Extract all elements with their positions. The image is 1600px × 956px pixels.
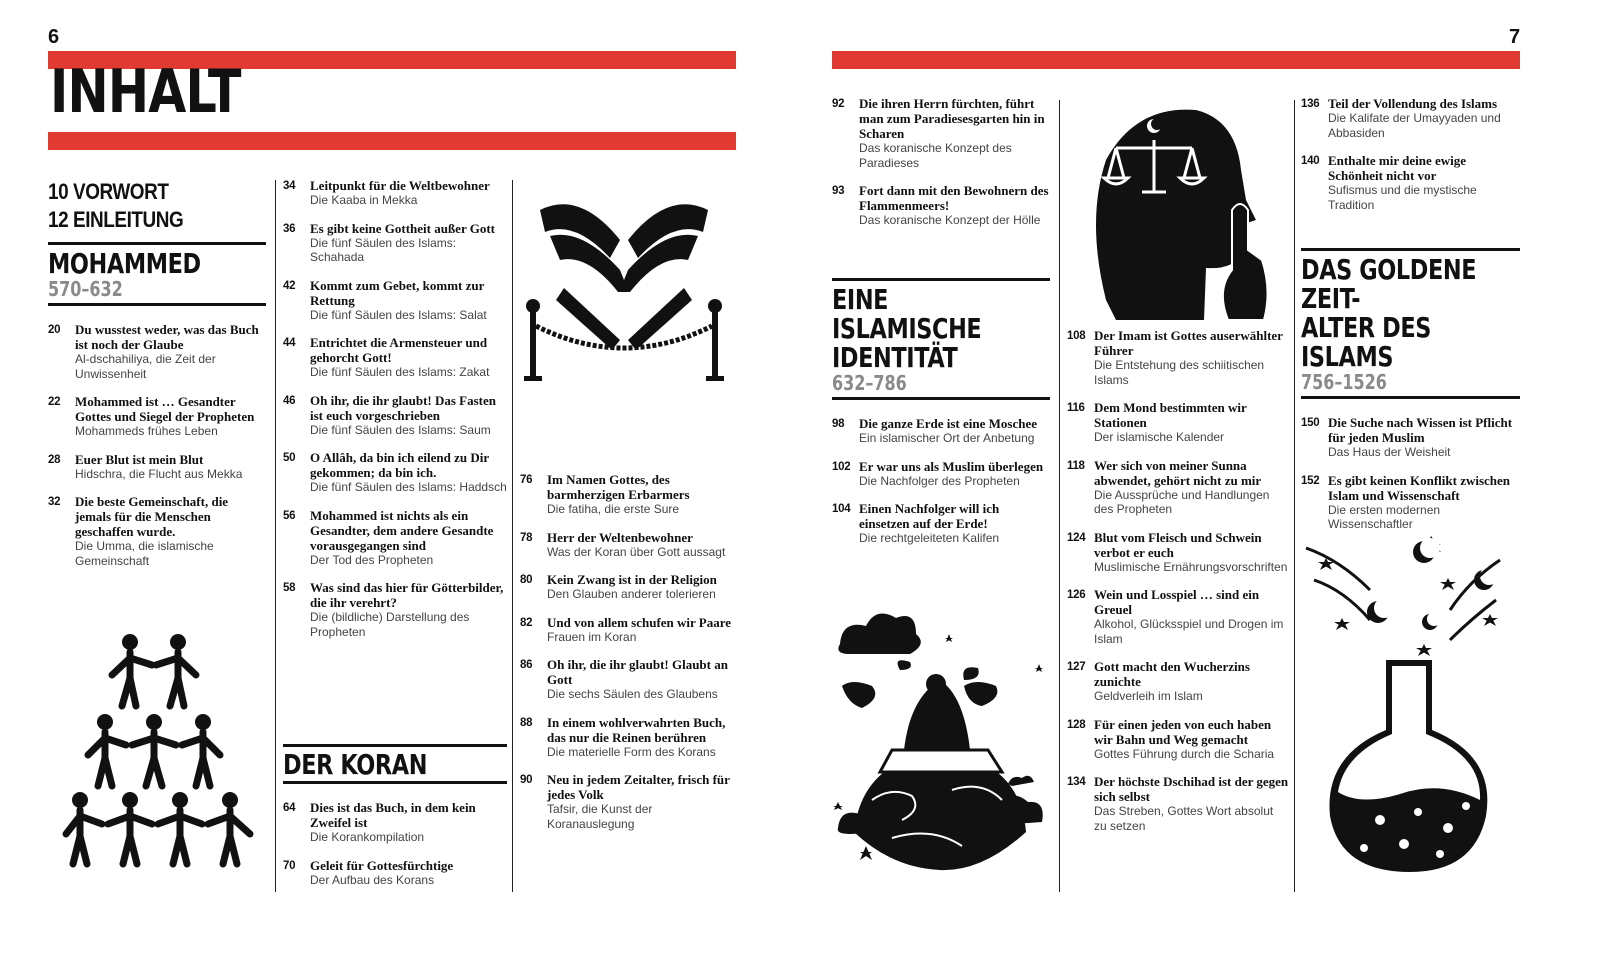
toc-entry-subtitle: Die ersten modernen Wissenschaftler [1328,502,1441,531]
toc-entry-text [310,508,507,568]
toc-list [832,96,1050,228]
toc-entry-title: In einem wohlverwahrten Buch, das nur die Reinen berühren [547,714,726,745]
toc-entry-text [310,278,507,323]
toc-list [832,416,1050,546]
toc-entry[interactable] [832,501,1050,546]
toc-page-number: 70 [283,859,296,872]
toc-entry-subtitle: Die sechs Säulen des Glaubens [547,687,718,701]
toc-entry-text [75,494,266,568]
toc-list [520,472,732,831]
toc-entry-title: Einen Nachfolger will ich einsetzen auf der Erde! [859,501,1000,531]
toc-entry-title: Neu in jedem Zeitalter, frisch für jedes Volk [547,772,730,802]
toc-entry-title: Euer Blut ist mein Blut [75,451,204,467]
toc-entry-text [75,452,266,482]
toc-entry-subtitle: Sufismus und die mystische Tradition [1328,183,1477,212]
toc-entry-text [547,657,732,702]
toc-entry-text [547,772,732,831]
toc-entry-title: Dem Mond bestimmten wir Stationen [1094,400,1247,430]
column-4 [832,96,1050,241]
toc-entry-title: Die ganze Erde ist eine Moschee [859,416,1037,431]
section-heading: DER KORAN [283,748,428,781]
toc-entry[interactable] [1067,400,1289,445]
toc-list [1067,328,1289,833]
toc-entry-title: Enthalte mir deine ewige Schönheit nicht vor [1328,153,1467,183]
page-title: INHALT [50,57,241,127]
page-number-right: 7 [1509,26,1521,48]
toc-entry[interactable] [1301,415,1520,460]
toc-entry-title: Leitpunkt für die Weltbewohner [310,178,490,193]
toc-entry-title: Entrichtet die Armensteuer und gehorcht Gott! [310,335,488,365]
toc-entry-text [1328,96,1520,140]
toc-entry-subtitle: Das Streben, Gottes Wort absolut zu setzen [1094,804,1274,833]
column-5 [1067,328,1289,846]
toc-entry-text [1094,659,1289,704]
toc-entry-text [1094,458,1289,517]
toc-page-number: 118 [1067,459,1085,472]
toc-list [1301,415,1520,532]
toc-page-number: 80 [520,574,533,586]
toc-entry-title: Wein und Losspiel … sind ein Greuel [1094,587,1260,617]
toc-page-number: 116 [1067,402,1085,414]
toc-entry[interactable] [48,452,266,482]
toc-entry-subtitle: Das koranische Konzept der Hölle [859,213,1041,227]
toc-entry[interactable] [832,416,1050,446]
toc-entry-subtitle: Die fünf Säulen des Islams: Schahada [310,235,457,264]
toc-entry-subtitle: Die Entstehung des schiitischen Islams [1094,358,1265,387]
red-bar-top-right [832,51,1520,69]
toc-entry-text [75,394,266,439]
section-identitaet [832,278,1050,400]
divider-3 [1059,100,1060,892]
toc-entry[interactable] [1301,473,1520,532]
column-2 [283,178,507,652]
toc-entry-text [1094,587,1289,646]
toc-entry-text [859,183,1050,228]
toc-page-number: 134 [1067,776,1086,788]
column-6-goldene [1301,248,1520,545]
toc-page-number: 92 [832,98,845,110]
toc-entry-subtitle: Al-dschahiliya, die Zeit der Unwissenheit [75,352,216,381]
toc-entry-subtitle: Das koranische Konzept des Paradieses [859,141,1012,170]
toc-entry-text [547,715,732,760]
toc-entry-subtitle: Die fünf Säulen des Islams: Saum [310,422,491,437]
section-years: 756–1526 [1301,370,1387,394]
toc-entry-text [1328,415,1520,460]
toc-entry[interactable] [832,96,1050,170]
toc-entry[interactable] [283,278,507,323]
head-scales-illustration [1086,100,1276,332]
toc-entry-subtitle: Frauen im Koran [547,629,637,644]
toc-entry-text [1094,328,1289,387]
toc-entry-text [310,858,507,888]
toc-entry-text [1094,400,1289,445]
toc-page-number: 140 [1301,155,1320,167]
section-heading: EINE ISLAMISCHE IDENTITÄT [832,283,982,374]
toc-entry[interactable] [1301,153,1520,212]
toc-entry-subtitle: Die materielle Form des Korans [547,744,716,759]
toc-entry-title: Was sind das hier für Götterbilder, die ihr verehrt? [310,580,504,610]
toc-entry[interactable] [520,715,732,760]
toc-entry-title: Blut vom Fleisch und Schwein verbot er euch [1094,529,1262,560]
divider-4 [1294,100,1295,892]
toc-entry-subtitle: Geldverleih im Islam [1094,689,1203,703]
toc-entry[interactable] [1067,587,1289,646]
toc-entry-subtitle: Muslimische Ernährungsvorschriften [1094,559,1288,574]
section-years: 570–632 [48,277,123,301]
toc-entry-title: Kein Zwang ist in der Religion [547,572,717,587]
toc-entry-subtitle: Hidschra, die Flucht aus Mekka [75,466,243,481]
toc-entry[interactable] [1067,328,1289,387]
toc-entry-text [1328,153,1520,212]
toc-entry-title: Die Suche nach Wissen ist Pflicht für jeden Muslim [1328,415,1513,445]
earth-prayer-illustration [832,600,1050,872]
toc-page-number: 34 [283,180,296,192]
toc-entry[interactable] [283,178,507,208]
toc-entry-title: Herr der Weltenbewohner [547,529,693,545]
toc-entry-title: Für einen jeden von euch haben wir Bahn und Weg gemacht [1094,716,1272,747]
toc-entry[interactable] [1067,717,1289,762]
toc-einleitung[interactable]: 12 EINLEITUNG [48,207,184,232]
toc-page-number: 150 [1301,417,1320,429]
section-goldene [1301,248,1520,399]
toc-entry[interactable] [520,572,732,602]
toc-entry-text [859,459,1050,489]
toc-entry-text [859,96,1050,170]
toc-entry-title: Geleit für Gottesfürchtige [310,857,454,873]
toc-page-number: 136 [1301,98,1320,110]
toc-entry-subtitle: Gottes Führung durch die Scharia [1094,746,1275,761]
toc-entry-text [310,178,507,208]
toc-page-number: 76 [520,474,533,486]
column-1 [48,178,266,581]
flask-stars-illustration [1300,530,1515,875]
toc-entry-subtitle: Die Kalifate der Umayyaden und Abbasiden [1328,111,1501,140]
toc-entry-text [310,450,507,495]
toc-entry[interactable] [520,530,732,560]
toc-page-number: 20 [48,324,61,336]
toc-entry-title: Kommt zum Gebet, kommt zur Rettung [310,277,485,308]
toc-entry-text [310,221,507,265]
toc-entry-title: Die ihren Herrn fürchten, führt man zum Paradiesesgarten hin in Scharen [859,96,1045,141]
page-number-left: 6 [48,26,60,48]
toc-page-number: 126 [1067,589,1086,601]
toc-entry[interactable] [283,508,507,568]
toc-page-number: 44 [283,337,296,349]
toc-entry-subtitle: Die fünf Säulen des Islams: Zakat [310,365,490,379]
toc-list [283,800,507,887]
toc-entry-title: Er war uns als Muslim überlegen [859,458,1044,474]
human-pyramid-illustration [60,630,260,870]
toc-entry-subtitle: Die fünf Säulen des Islams: Haddsch [310,480,507,494]
toc-entry[interactable] [520,615,732,645]
toc-page-number: 104 [832,503,851,515]
toc-page-number: 56 [283,509,296,522]
toc-entry[interactable] [283,221,507,265]
toc-page-number: 93 [832,185,845,197]
toc-page-number: 98 [832,418,845,430]
toc-entry-title: Oh ihr, die ihr glaubt! Glaubt an Gott [547,657,728,687]
figure-icon [112,634,152,706]
toc-entry-title: Oh ihr, die ihr glaubt! Das Fasten ist euch vorgeschrieben [310,392,497,423]
toc-page-number: 36 [283,222,296,235]
toc-entry[interactable] [283,450,507,495]
toc-entry[interactable] [520,772,732,831]
toc-entry[interactable] [48,394,266,439]
toc-entry-text [547,615,732,645]
toc-page-number: 50 [283,452,296,464]
toc-entry-subtitle: Mohammeds frühes Leben [75,424,218,438]
toc-list [283,178,507,639]
toc-entry-subtitle: Der islamische Kalender [1094,430,1225,444]
toc-entry-subtitle: Ein islamischer Ort der Anbetung [859,431,1035,445]
toc-entry[interactable] [283,393,507,438]
toc-page-number: 124 [1067,531,1086,544]
toc-entry[interactable] [832,459,1050,489]
toc-entry-subtitle: Die rechtgeleiteten Kalifen [859,531,1000,545]
toc-entry-subtitle: Der Aufbau des Korans [310,872,435,887]
toc-page-number: 42 [283,279,296,292]
red-bar-under-title [48,132,736,150]
toc-entry[interactable] [283,580,507,639]
toc-entry-text [547,472,732,517]
toc-entry[interactable] [283,335,507,380]
toc-page-number: 64 [283,802,296,814]
section-heading: DAS GOLDENE ZEIT- ALTER DES ISLAMS [1301,253,1477,373]
toc-entry-subtitle: Die Nachfolger des Propheten [859,473,1020,488]
toc-entry-text [75,322,266,381]
toc-page-number: 152 [1301,474,1320,487]
toc-page-number: 86 [520,659,533,671]
toc-page-number: 32 [48,496,61,508]
toc-entry-subtitle: Die Aussprüche und Handlungen des Propheten [1094,487,1270,516]
toc-page-number: 127 [1067,661,1086,673]
toc-page-number: 128 [1067,718,1086,731]
toc-entry[interactable] [1301,96,1520,140]
toc-entry-subtitle: Die (bildliche) Darstellung des Propheten [310,610,470,639]
toc-entry-subtitle: Die Korankompilation [310,830,425,844]
toc-entry-title: Es gibt keine Gottheit außer Gott [310,220,496,236]
toc-page-number: 88 [520,716,533,729]
divider-2 [512,180,513,892]
toc-entry[interactable] [1067,458,1289,517]
toc-entry-title: Mohammed ist … Gesandter Gottes und Siegel der Propheten [75,394,255,424]
toc-page-number: 28 [48,453,61,466]
toc-entry-title: Die beste Gemeinschaft, die jemals für die Menschen geschaffen wurde. [75,494,229,539]
toc-entry[interactable] [48,322,266,381]
toc-entry-text [859,416,1050,446]
toc-entry[interactable] [283,858,507,888]
toc-entry-subtitle: Die Umma, die islamische Gemeinschaft [75,539,214,568]
toc-entry[interactable] [1067,659,1289,704]
divider-1 [275,180,276,892]
toc-entry-text [547,530,732,560]
toc-entry-subtitle: Alkohol, Glücksspiel und Drogen im Islam [1094,617,1284,646]
toc-entry-title: O Allâh, da bin ich eilend zu Dir gekommen; da bin ich. [310,450,489,480]
toc-entry-title: Es gibt keinen Konflikt zwischen Islam und Wissenschaft [1328,472,1511,503]
toc-entry[interactable] [520,657,732,702]
toc-vorwort[interactable]: 10 VORWORT [48,179,169,204]
toc-entry[interactable] [832,183,1050,228]
toc-list [1301,96,1520,212]
toc-entry-text [310,393,507,438]
toc-entry-text [1094,530,1289,575]
toc-entry[interactable] [1067,530,1289,575]
toc-entry-title: Der Imam ist Gottes auserwählter Führer [1094,328,1283,358]
column-4-identitaet [832,278,1050,559]
toc-page-number: 22 [48,396,61,408]
toc-entry-text [859,501,1050,546]
toc-entry-title: Dies ist das Buch, in dem kein Zweifel ist [310,800,476,830]
section-heading: MOHAMMED [48,247,201,280]
toc-page-number: 46 [283,394,296,407]
toc-entry-subtitle: Was der Koran über Gott aussagt [547,544,726,559]
toc-entry-title: Mohammed ist nichts als ein Gesandter, dem andere Gesandte vorausgegangen sind [310,507,494,553]
toc-entry-text [547,572,732,602]
toc-entry[interactable] [1067,774,1289,833]
toc-page-number: 90 [520,774,533,786]
toc-entry-title: Fort dann mit den Bewohnern des Flammenmeers! [859,183,1049,213]
toc-entry-title: Im Namen Gottes, des barmherzigen Erbarmers [547,472,690,502]
koran-stand-illustration [520,180,728,390]
toc-entry-text [1094,717,1289,762]
section-mohammed [48,242,266,306]
toc-entry-title: Teil der Vollendung des Islams [1328,96,1498,111]
toc-entry-subtitle: Die fünf Säulen des Islams: Salat [310,307,487,322]
toc-entry-text [1328,473,1520,532]
toc-page-number: 102 [832,460,851,473]
toc-entry-title: Der höchste Dschihad ist der gegen sich selbst [1094,774,1289,804]
section-koran [283,744,507,784]
toc-entry-text [310,335,507,380]
toc-entry-text [1094,774,1289,833]
toc-entry-text [310,580,507,639]
toc-entry-subtitle: Der Tod des Propheten [310,552,434,567]
toc-entry[interactable] [520,472,732,517]
toc-entry-title: Gott macht den Wucherzins zunichte [1094,659,1250,689]
toc-entry-title: Wer sich von meiner Sunna abwendet, gehört nicht zu mir [1094,457,1262,488]
column-6 [1301,96,1520,225]
toc-list [48,322,266,568]
toc-page-number: 108 [1067,330,1086,342]
toc-page-number: 78 [520,531,533,544]
section-years: 632–786 [832,371,907,395]
toc-entry-subtitle: Den Glauben anderer tolerieren [547,587,716,601]
toc-entry-text [310,800,507,845]
toc-entry[interactable] [48,494,266,568]
column-2-koran [283,744,507,900]
toc-entry-subtitle: Das Haus der Weisheit [1328,445,1451,459]
toc-entry-subtitle: Die Kaaba in Mekka [310,193,418,207]
toc-entry-subtitle: Die fatiha, die erste Sure [547,502,680,516]
toc-entry-subtitle: Tafsir, die Kunst der Koranauslegung [547,802,653,831]
toc-entry-title: Du wusstest weder, was das Buch ist noch der Glaube [75,322,259,352]
toc-page-number: 58 [283,582,296,594]
toc-entry-title: Und von allem schufen wir Paare [547,614,732,630]
column-3 [520,472,732,844]
toc-page-number: 82 [520,616,533,629]
toc-entry[interactable] [283,800,507,845]
